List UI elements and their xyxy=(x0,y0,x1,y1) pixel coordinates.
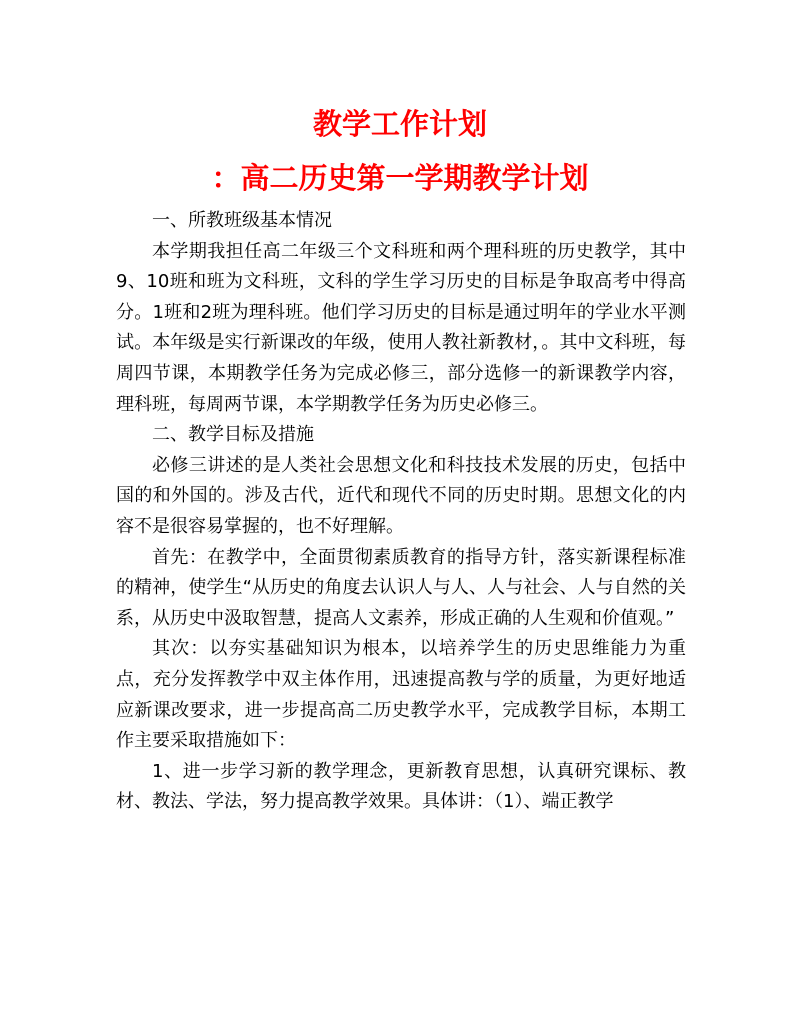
document-title: 教学工作计划 xyxy=(312,107,487,141)
document-body xyxy=(116,206,686,818)
paragraph-course-content: 必修三讲述的是人类社会思想文化和科技技术发展的历史，包括中国的和外国的。涉及古代，近代和现代不同的历史时期。思想文化的内容不是很容易掌握的，也不好理解。 xyxy=(116,454,686,537)
document-subtitle: ：高二历史第一学期教学计划 xyxy=(211,161,589,195)
paragraph-measure-1: 1、进一步学习新的教学理念，更新教育思想，认真研究课标、教材、教法、学法，努力提高教学效果。具体讲：（1）、端正教学 xyxy=(116,760,686,813)
section-heading-goals: 二、教学目标及措施 xyxy=(152,424,314,446)
section-heading-class-info: 一、所教班级基本情况 xyxy=(152,210,332,231)
paragraph-class-info: 本学期我担任高二年级三个文科班和两个理科班的历史教学，其中9、10班和班为文科班，文科的学生学习历史的目标是争取高考中得高分。1班和2班为理科班。他们学习历史的目标是通过明年的学业水平测试。本年级是实行新课改的年级，使用人教社新教材，。其中文科班，每周四节课，本期教学任务为完成必修三，部分选修一的新课教学内容，理科班，每周两节课，本学期教学任务为历史必修三。 xyxy=(116,240,686,415)
paragraph-first: 首先：在教学中，全面贯彻素质教育的指导方针，落实新课程标准的精神，使学生“从历史的角度去认识人与人、人与社会、人与自然的关系，从历史中汲取智慧，提高人文素养，形成正确的人生观和价值观。” xyxy=(116,546,686,629)
paragraph-second: 其次：以夯实基础知识为根本，以培养学生的历史思维能力为重点，充分发挥教学中双主体作用，迅速提高教与学的质量，为更好地适应新课改要求，进一步提高高二历史教学水平，完成教学目标，本期工作主要采取措施如下： xyxy=(116,638,686,752)
